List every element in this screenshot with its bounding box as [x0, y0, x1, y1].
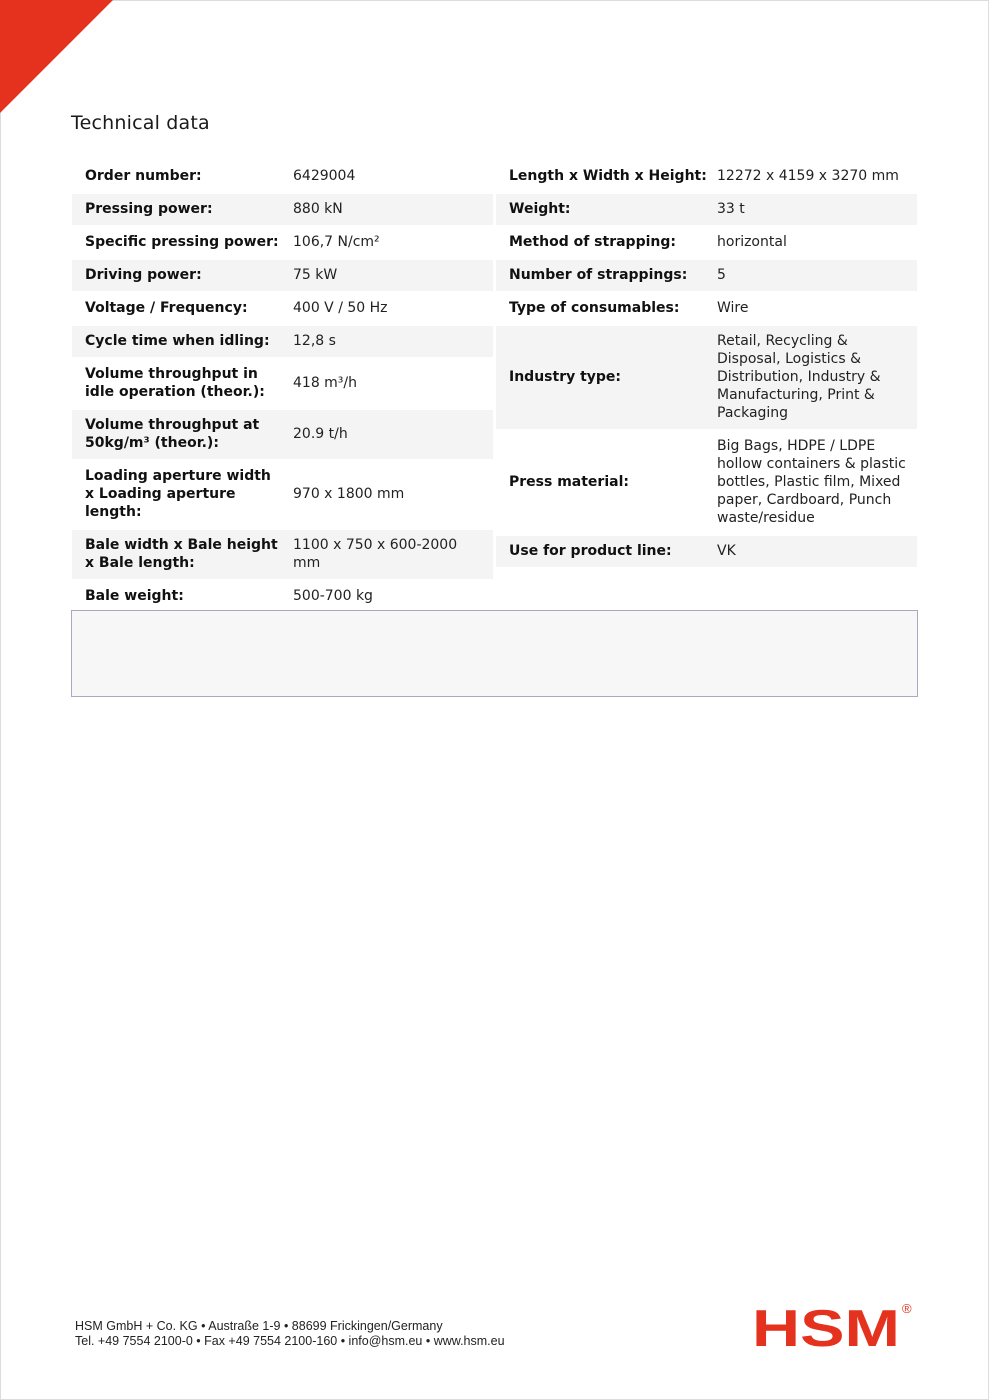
spec-value: Wire	[717, 300, 749, 316]
spec-value: 75 kW	[283, 260, 493, 291]
spec-label: Cycle time when idling:	[72, 326, 283, 357]
spec-left-row	[72, 530, 493, 579]
notes-box	[71, 610, 918, 697]
logo-registered-mark: ®	[902, 1301, 912, 1316]
spec-label: Specific pressing power:	[85, 234, 279, 250]
spec-table-right	[496, 159, 917, 569]
spec-right-row	[496, 194, 917, 225]
footer-contact: Tel. +49 7554 2100-0 • Fax +49 7554 2100-160 • info@hsm.eu • www.hsm.eu	[75, 1334, 505, 1348]
spec-label: Volume throughput in idle operation (theor.):	[85, 366, 265, 400]
company-footer	[75, 1319, 505, 1349]
spec-value: Big Bags, HDPE / LDPE hollow containers & plastic bottles, Plastic film, Mixed paper, Cardboard, Punch waste/residue	[717, 438, 906, 526]
spec-left-row	[72, 194, 493, 225]
spec-label: Driving power:	[72, 260, 283, 291]
spec-label: Bale weight:	[85, 588, 184, 604]
spec-left-row	[72, 260, 493, 291]
spec-label: Type of consumables:	[509, 300, 680, 316]
logo-text: HSM	[752, 1300, 900, 1351]
spec-value: 12,8 s	[283, 326, 493, 357]
spec-left-row	[72, 410, 493, 459]
spec-left-row	[72, 461, 493, 528]
spec-value: 33 t	[707, 194, 917, 225]
spec-value: 880 kN	[283, 194, 493, 225]
spec-left-row	[72, 359, 493, 408]
spec-right-row	[496, 260, 917, 291]
footer-address: HSM GmbH + Co. KG • Austraße 1-9 • 88699 Frickingen/Germany	[75, 1319, 443, 1333]
spec-value: horizontal	[717, 234, 787, 250]
spec-right-row	[496, 431, 917, 534]
spec-left-row	[72, 581, 493, 612]
spec-value: 6429004	[293, 168, 356, 184]
page-title: Technical data	[71, 112, 210, 134]
spec-right-row	[496, 161, 917, 192]
spec-value: 12272 x 4159 x 3270 mm	[717, 168, 899, 184]
spec-right-row	[496, 227, 917, 258]
spec-label: Volume throughput at 50kg/m³ (theor.):	[72, 410, 283, 459]
spec-label: Press material:	[509, 474, 629, 490]
spec-label: Voltage / Frequency:	[85, 300, 248, 316]
spec-label: Bale width x Bale height x Bale length:	[72, 530, 283, 579]
spec-value: 400 V / 50 Hz	[293, 300, 388, 316]
spec-value: VK	[707, 536, 917, 567]
spec-label: Use for product line:	[496, 536, 707, 567]
spec-label: Industry type:	[496, 326, 707, 429]
spec-right-row	[496, 326, 917, 429]
spec-right-row	[496, 536, 917, 567]
spec-label: Length x Width x Height:	[509, 168, 707, 184]
spec-value: Retail, Recycling & Disposal, Logistics & Distribution, Industry & Manufacturing, Print & Packaging	[707, 326, 917, 429]
spec-value: 418 m³/h	[293, 375, 358, 391]
spec-value: 500-700 kg	[293, 588, 373, 604]
spec-left-row	[72, 227, 493, 258]
spec-right-row	[496, 293, 917, 324]
spec-label: Method of strapping:	[509, 234, 676, 250]
spec-left-row	[72, 326, 493, 357]
spec-value: 1100 x 750 x 600-2000 mm	[283, 530, 493, 579]
spec-label: Order number:	[85, 168, 202, 184]
spec-left-row	[72, 293, 493, 324]
spec-table-left	[72, 159, 493, 614]
spec-value: 106,7 N/cm²	[293, 234, 380, 250]
corner-accent	[0, 0, 113, 113]
spec-label: Weight:	[496, 194, 707, 225]
spec-label: Pressing power:	[72, 194, 283, 225]
spec-label: Number of strappings:	[496, 260, 707, 291]
spec-label: Loading aperture width x Loading aperture length:	[85, 468, 271, 520]
spec-value: 20.9 t/h	[283, 410, 493, 459]
spec-left-row	[72, 161, 493, 192]
hsm-logo	[752, 1299, 917, 1351]
spec-value: 970 x 1800 mm	[293, 486, 405, 502]
spec-value: 5	[707, 260, 917, 291]
